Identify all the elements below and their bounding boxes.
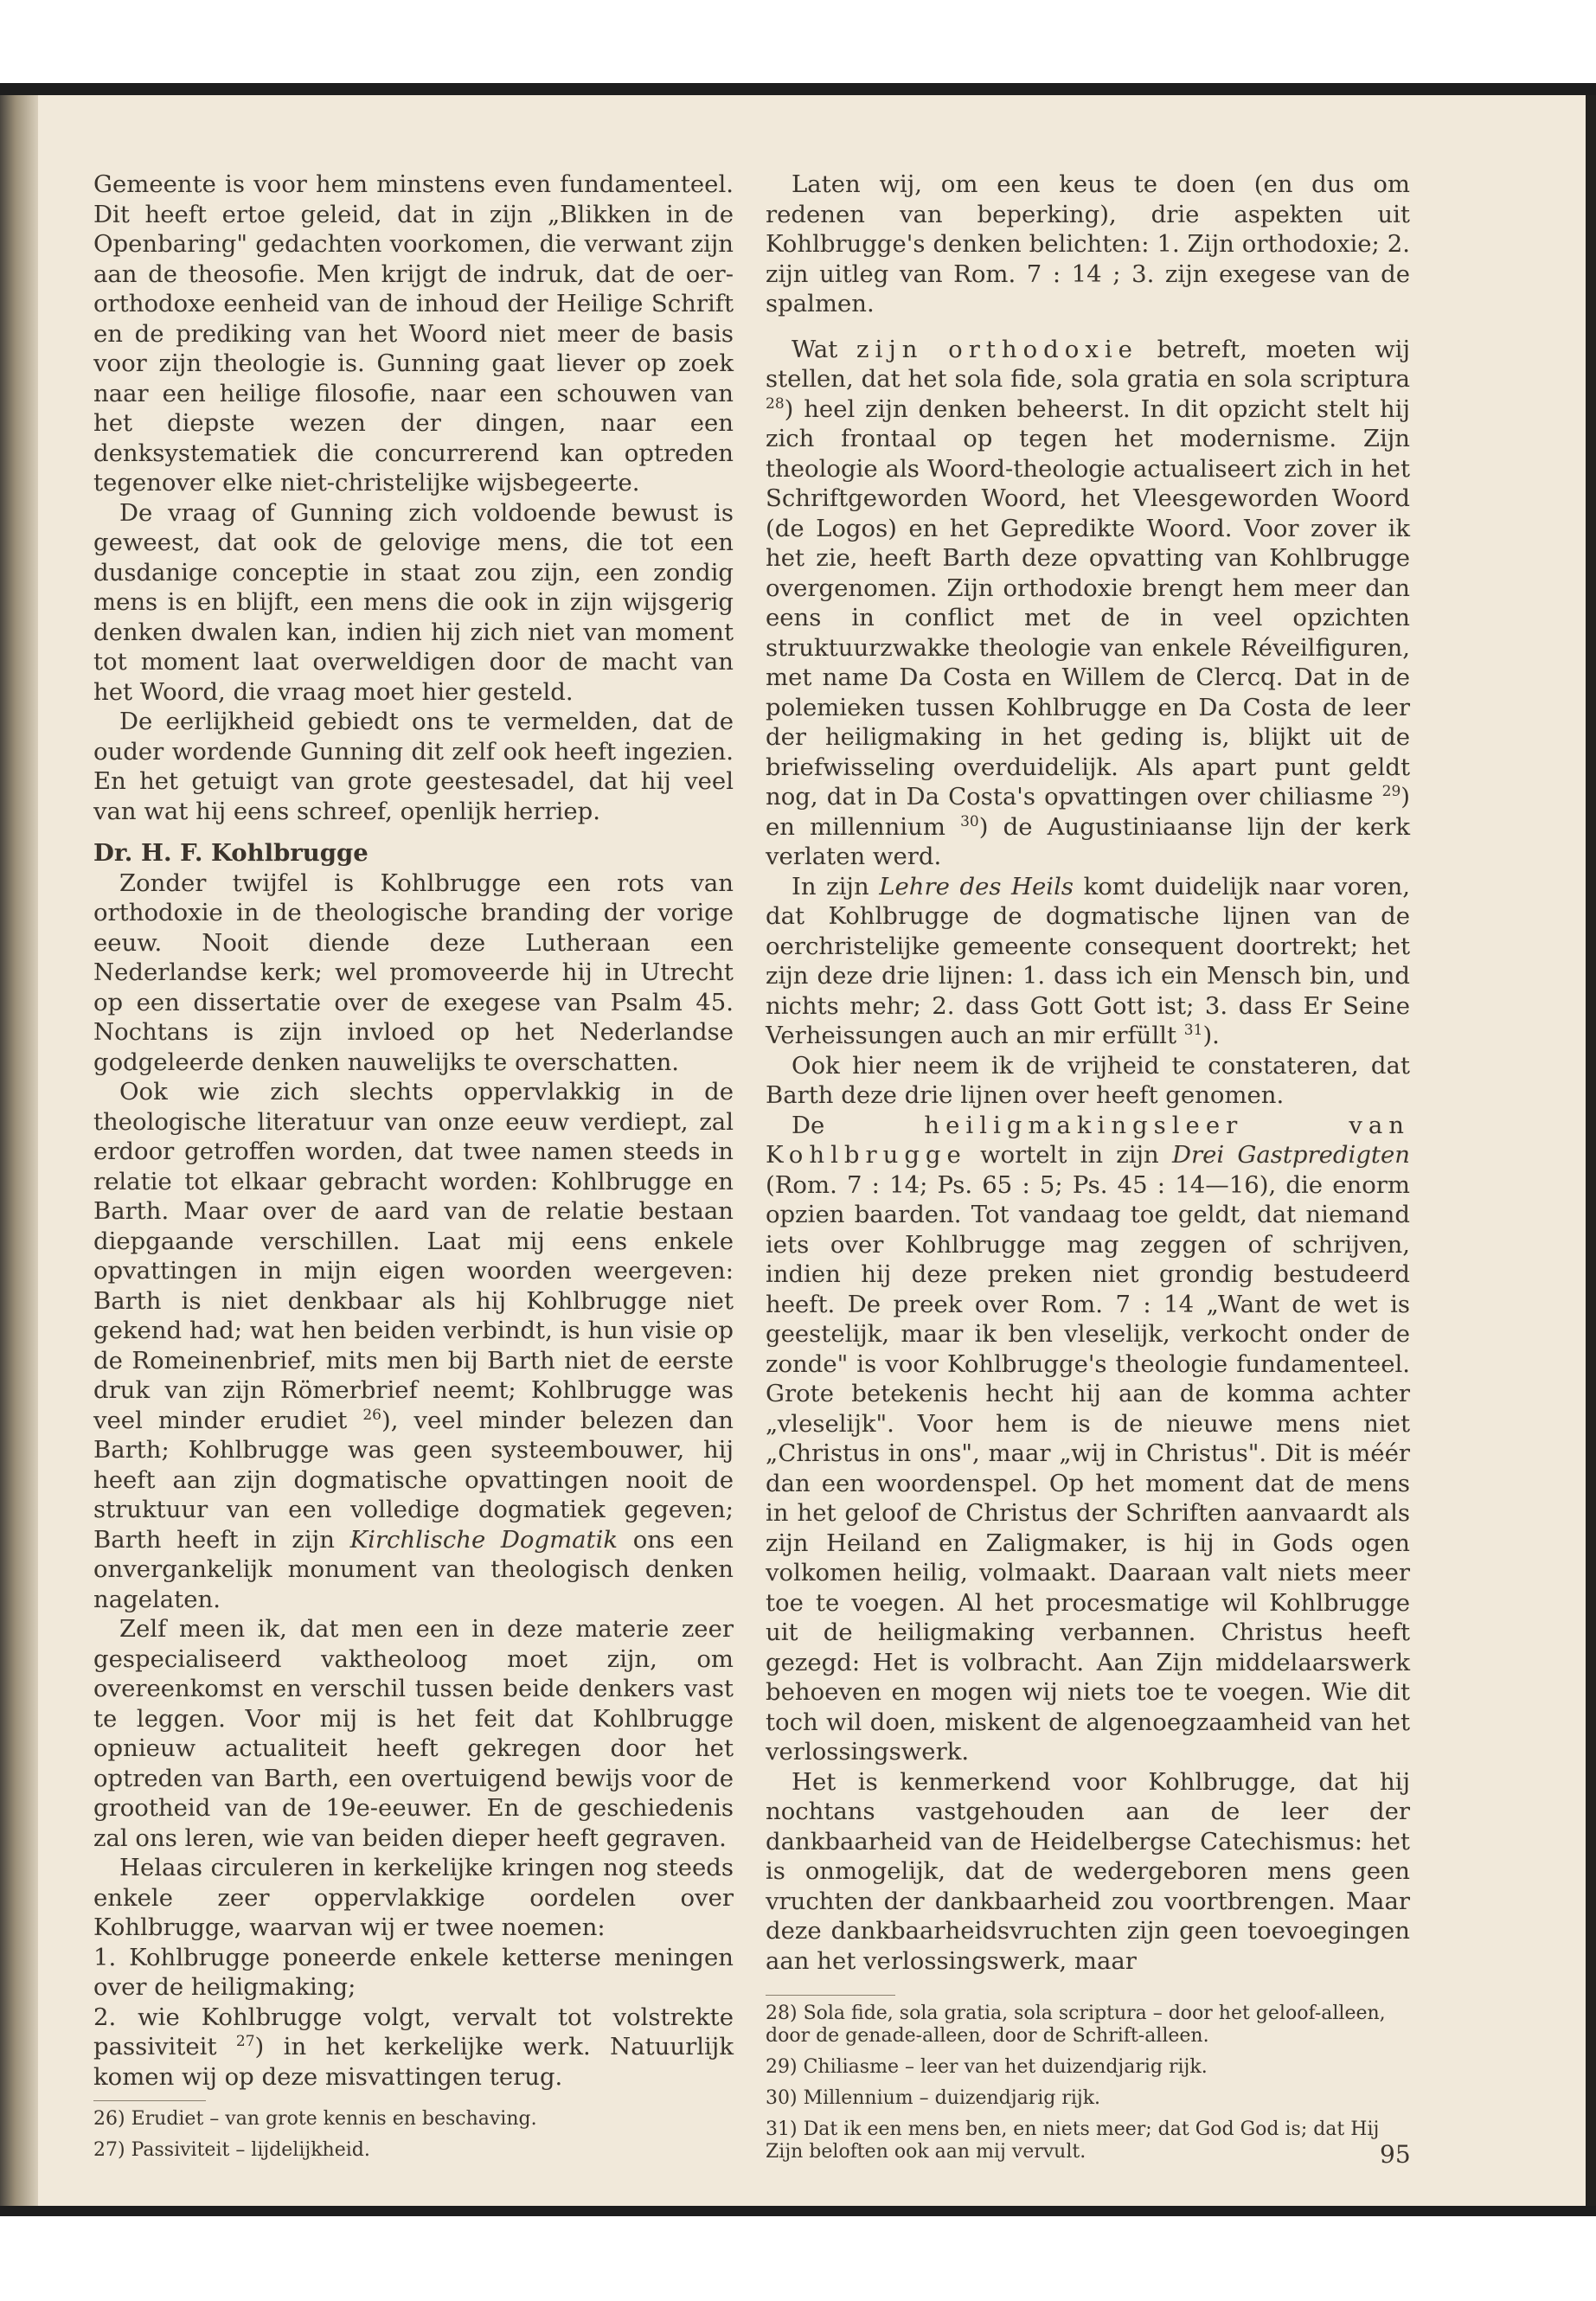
work-title: Drei Gastpredigten: [1171, 1141, 1410, 1169]
text-run: Wat: [792, 335, 838, 363]
text-run: (Rom. 7 : 14; Ps. 65 : 5; Ps. 45 : 14—16), die enorm opzien baarden. Tot vandaag toe geldt, dat niemand iets over Kohlbrugge mag zeggen of schrijven, indien hij deze preken niet grondig bestudeerd heeft. De preek over Rom. 7 : 14 „Want de wet is geestelijk, maar ik ben vleselijk, verkocht onder de zonde" is voor Kohlbrugge's theologie fundamenteel. Grote betekenis hecht hij aan de komma achter „vleselijk". Voor hem is de nieuwe mens niet „Christus in ons", maar „wij in Christus". Dit is méér dan een woordenspel. Op het moment dat de mens in het geloof de Christus der Schriften aanvaardt als zijn Heiland en Zaligmaker, is hij in Gods ogen volkomen heilig, volmaakt. Daaraan valt niets meer toe te voegen. Al het procesmatige wil Kohlbrugge uit de heiligmaking verbannen. Christus heeft gezegd: Het is volbracht. Aan Zijn middelaarswerk behoeven en mogen wij niets toe te voegen. Wie dit toch wil doen, miskent de algenoegzaamheid van het verlossingswerk.: [766, 1170, 1410, 1766]
footnotes-left: [93, 2100, 734, 2162]
paragraph: [766, 335, 1410, 872]
text-run: ) de Augustiniaanse lijn der kerk verlaten werd.: [766, 812, 1410, 870]
section-heading: Dr. H. F. Kohlbrugge: [93, 839, 369, 867]
spaced-emphasis: zijn orthodoxie: [856, 335, 1138, 363]
footnote-ref-28: 28: [766, 394, 785, 413]
text-run: ) in het kerkelijke werk. Natuurlijk komen wij op deze misvattingen terug.: [93, 2033, 734, 2091]
paragraph: De eerlijkheid gebiedt ons te vermelden, dat de ouder wordende Gunning dit zelf ook heeft ingezien. En het getuigt van grote geestesadel, dat hij veel van wat hij eens schreef, openlijk herriep.: [93, 708, 734, 825]
footnote: 26) Erudiet – van grote kennis en beschaving.: [93, 2108, 537, 2130]
paragraph: Zonder twijfel is Kohlbrugge een rots van orthodoxie in de theologische branding der vorige eeuw. Nooit diende deze Lutheraan een Nederlandse kerk; wel promoveerde hij in Utrecht op een dissertatie over de exegese van Psalm 45. Nochtans is zijn invloed op het Nederlandse godgeleerde denken nauwelijks te overschatten.: [93, 868, 734, 1076]
footnote-ref-30: 30: [960, 812, 979, 830]
footnote-rule: [766, 1995, 895, 1996]
right-column: [766, 170, 1410, 2172]
footnote: 29) Chiliasme – leer van het duizendjarig rijk.: [766, 2056, 1208, 2078]
work-title: Kirchlische Dogmatik: [349, 1525, 619, 1554]
left-column: [93, 170, 734, 2170]
footnote-ref-26: 26: [362, 1406, 381, 1424]
list-item: [93, 2003, 734, 2093]
footnote-ref-27: 27: [235, 2032, 255, 2050]
text-run: ).: [1202, 1022, 1220, 1049]
misconception-list: [93, 1943, 734, 2093]
paragraph: [766, 872, 1410, 1051]
work-title: Lehre des Heils: [879, 872, 1074, 901]
footnote: 28) Sola fide, sola gratia, sola scriptura – door het geloof-alleen, door de genade-alleen, door de Schrift-alleen.: [766, 2003, 1386, 2047]
text-run: 2. wie Kohlbrugge volgt, vervalt tot volstrekte passiviteit: [93, 2003, 734, 2061]
footnote-ref-29: 29: [1381, 782, 1401, 800]
paragraph: De vraag of Gunning zich voldoende bewust is geweest, dat ook de gelovige mens, die tot een dusdanige conceptie in staat zou zijn, een zondig mens is en blijft, een mens die ook in zijn wijsgerig denken dwalen kan, indien hij zich niet van moment tot moment laat overweldigen door de macht van het Woord, die vraag moet hier gesteld.: [93, 498, 734, 706]
paragraph: Ook hier neem ik de vrijheid te constateren, dat Barth deze drie lijnen over heeft genomen.: [766, 1051, 1410, 1109]
text-run: ) heel zijn denken beheerst. In dit opzicht stelt hij zich frontaal op tegen het modernisme. Zijn theologie als Woord-theologie actualiseert zich in het Schriftgeworden Woord, het Vleesgeworden Woord (de Logos) en het Gepredikte Woord. Voor zover ik het zie, heeft Barth deze opvatting van Kohlbrugge overgenomen. Zijn orthodoxie brengt hem meer dan eens in conflict met de in veel opzichten struktuurzwakke theologie van enkele Réveilfiguren, met name Da Costa en Willem de Clercq. Dat in de polemieken tussen Kohlbrugge en Da Costa de leer der heiligmaking in het geding is, blijkt uit de briefwisseling overduidelijk. Als apart punt geldt nog, dat in Da Costa's opvattingen over chiliasme: [766, 394, 1410, 811]
text-run: komt duidelijk naar voren, dat Kohlbrugge de dogmatische lijnen van de oerchristelijke gemeente consequent doortrekt; het zijn deze drie lijnen: 1. dass ich ein Mensch bin, und nichts mehr; 2. dass Gott Gott ist; 3. dass Er Seine Verheissungen auch an mir erfüllt: [766, 872, 1410, 1049]
list-item: 1. Kohlbrugge poneerde enkele ketterse meningen over de heiligmaking;: [93, 1943, 734, 2001]
text-run: In zijn: [792, 872, 869, 901]
paragraph: Het is kenmerkend voor Kohlbrugge, dat hij nochtans vastgehouden aan de leer der dankbaarheid van de Heidelbergse Catechismus: het is onmogelijk, dat de wedergeboren mens geen vruchten der dankbaarheid zou voortbrengen. Maar deze dankbaarheidsvruchten zijn geen toevoegingen aan het verlossingswerk, maar: [766, 1767, 1410, 1975]
footnote-rule: [93, 2100, 206, 2101]
paragraph: Zelf meen ik, dat men een in deze materie zeer gespecialiseerd vaktheoloog moet zijn, om overeenkomst en verschil tussen beide denkers vast te leggen. Voor mij is het feit dat Kohlbrugge opnieuw actualiteit heeft gekregen door het optreden van Barth, een overtuigend bewijs voor de grootheid van de 19e-eeuwer. En de geschiedenis zal ons leren, wie van beiden dieper heeft gegraven.: [93, 1615, 734, 1852]
text-run: De: [792, 1111, 825, 1139]
paragraph: Gemeente is voor hem minstens even fundamenteel. Dit heeft ertoe geleid, dat in zijn „Blikken in de Openbaring" gedachten voorkomen, die verwant zijn aan de theosofie. Men krijgt de indruk, dat de oer-orthodoxe eenheid van de inhoud der Heilige Schrift en de prediking van het Woord niet meer de basis voor zijn theologie is. Gunning gaat liever op zoek naar een heilige filosofie, naar een schouwen van het diepste wezen der dingen, naar een denksystematiek die concurrerend kan optreden tegenover elke niet-christelijke wijsbegeerte.: [93, 170, 734, 497]
text-run: ), veel minder belezen dan Barth; Kohlbrugge was geen systeembouwer, hij heeft aan zijn dogmatische opvattingen nooit de struktuur van een volledige dogmatiek gegeven; Barth heeft in zijn: [93, 1406, 734, 1554]
page-number: 95: [1380, 2140, 1411, 2169]
footnote: 30) Millennium – duizendjarig rijk.: [766, 2087, 1101, 2109]
footnote: 31) Dat ik een mens ben, en niets meer; dat God God is; dat Hij Zijn beloften ook aan mij vervult.: [766, 2118, 1380, 2163]
paragraph: Laten wij, om een keus te doen (en dus om redenen van beperking), drie aspekten uit Kohlbrugge's denken belichten: 1. Zijn orthodoxie; 2. zijn uitleg van Rom. 7 : 14 ; 3. zijn exegese van de spalmen.: [766, 170, 1410, 317]
spaced-emphasis: heiligmakingsleer van Kohlbrugge: [766, 1111, 1410, 1169]
paragraph: [766, 1111, 1410, 1767]
paragraph: Helaas circuleren in kerkelijke kringen nog steeds enkele zeer oppervlakkige oordelen over Kohlbrugge, waarvan wij er twee noemen:: [93, 1854, 734, 1941]
book-spine-shadow: [0, 95, 38, 2206]
footnotes-right: [766, 1995, 1410, 2163]
text-run: wortelt in zijn: [979, 1141, 1159, 1169]
footnote-ref-31: 31: [1183, 1021, 1203, 1039]
scan-right-border: [1586, 95, 1596, 2206]
footnote: 27) Passiviteit – lijdelijkheid.: [93, 2139, 370, 2161]
text-run: Ook wie zich slechts oppervlakkig in de theologische literatuur van onze eeuw verdiept, zal erdoor getroffen worden, dat twee namen steeds in relatie tot elkaar gebracht worden: Kohlbrugge en Barth. Maar over de aard van de relatie bestaan diepgaande verschillen. Laat mij eens enkele opvattingen in mijn eigen woorden weergeven: Barth is niet denkbaar als hij Kohlbrugge niet gekend had; wat hen beiden verbindt, is hun visie op de Romeinenbrief, mits men bij Barth niet de eerste druk van zijn Römerbrief neemt; Kohlbrugge was veel minder erudiet: [93, 1078, 734, 1434]
text-run: betreft, moeten wij stellen, dat het sola fide, sola gratia en sola scriptura: [766, 335, 1410, 393]
text-run: ons een onvergankelijk monument van theologisch denken nagelaten.: [93, 1525, 734, 1613]
paragraph: [93, 1077, 734, 1614]
text-run: ) en millennium: [766, 783, 1410, 841]
